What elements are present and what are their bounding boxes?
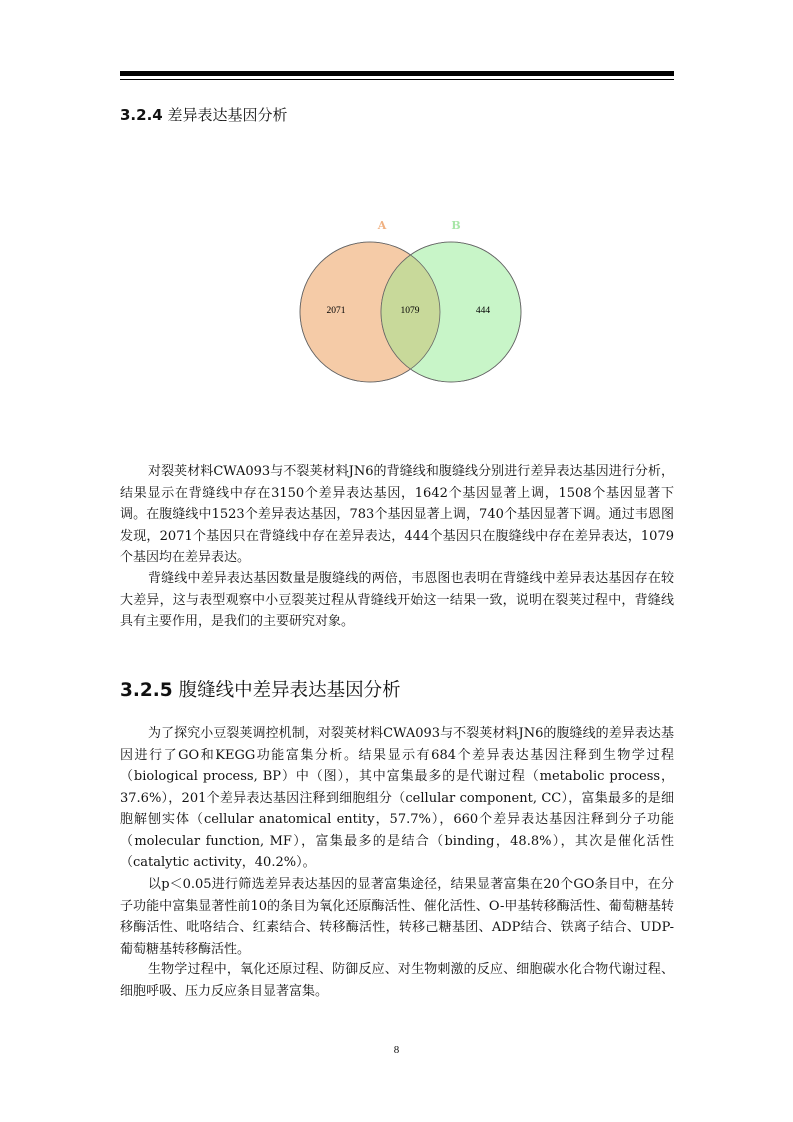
paragraph-3-2-4-1: 对裂荚材料CWA093与不裂荚材料JN6的背缝线和腹缝线分别进行差异表达基因进行分析，结果显示在背缝线中存在3150个差异表达基因，1642个基因显著上调，1508个基因显著下调。在腹缝线中1523个差异表达基因，783个基因显著上调，740个基因显著下调。通过韦恩图发现，2071个基因只在背缝线中存在差异表达，444个基因只在腹缝线中存在差异表达，1079个基因均在差异表达。 xyxy=(120,464,674,565)
paragraph-3-2-4-2: 背缝线中差异表达基因数量是腹缝线的两倍，韦恩图也表明在背缝线中差异表达基因存在较大差异，这与表型观察中小豆裂荚过程从背缝线开始这一结果一致，说明在裂荚过程中，背缝线具有主要作用，是我们的主要研究对象。 xyxy=(120,571,674,629)
header-rule-thick xyxy=(120,71,674,76)
section-title: 腹缝线中差异表达基因分析 xyxy=(178,680,401,701)
section-number: 3.2.4 xyxy=(120,106,163,124)
venn-label-a: A xyxy=(377,219,387,232)
venn-value-only-b: 444 xyxy=(475,306,491,316)
venn-value-overlap: 1079 xyxy=(400,306,420,316)
section-number: 3.2.5 xyxy=(120,680,173,701)
paragraph-3-2-5-2: 以p＜0.05进行筛选差异表达基因的显著富集途径，结果显著富集在20个GO条目中，在分子功能中富集显著性前10的条目为氧化还原酶活性、催化活性、O-甲基转移酶活性、葡萄糖基转移酶活性、吡咯结合、红素结合、转移酶活性，转移己糖基团、ADP结合、铁离子结合、UDP-葡萄糖基转移酶活性。 xyxy=(120,877,674,957)
section-heading-3-2-4 xyxy=(120,104,288,125)
section-heading-3-2-5 xyxy=(120,676,401,702)
section-title: 差异表达基因分析 xyxy=(167,106,288,124)
paragraph-3-2-5-1: 为了探究小豆裂荚调控机制，对裂荚材料CWA093与不裂荚材料JN6的腹缝线的差异表达基因进行了GO和KEGG功能富集分析。结果显示有684个差异表达基因注释到生物学过程（biological process, BP）中（图），其中富集最多的是代谢过程（metabolic process，37.6%），201个差异表达基因注释到细胞组分（cellular component, CC），富集最多的是细胞解刨实体（cellular anatomical entity，57.7%），660个差异表达基因注释到分子功能（molecular function, MF），富集最多的是结合（binding，48.8%），其次是催化活性（catalytic activity，40.2%）。 xyxy=(120,726,674,870)
page-number: 8 xyxy=(393,1044,400,1056)
venn-value-only-a: 2071 xyxy=(326,306,346,316)
header-rule-thin xyxy=(120,79,674,80)
paragraph-3-2-5-3: 生物学过程中，氧化还原过程、防御反应、对生物刺激的反应、细胞碳水化合物代谢过程、细胞呼吸、压力反应条目显著富集。 xyxy=(120,962,674,999)
venn-diagram xyxy=(296,214,524,384)
venn-label-b: B xyxy=(451,219,461,232)
